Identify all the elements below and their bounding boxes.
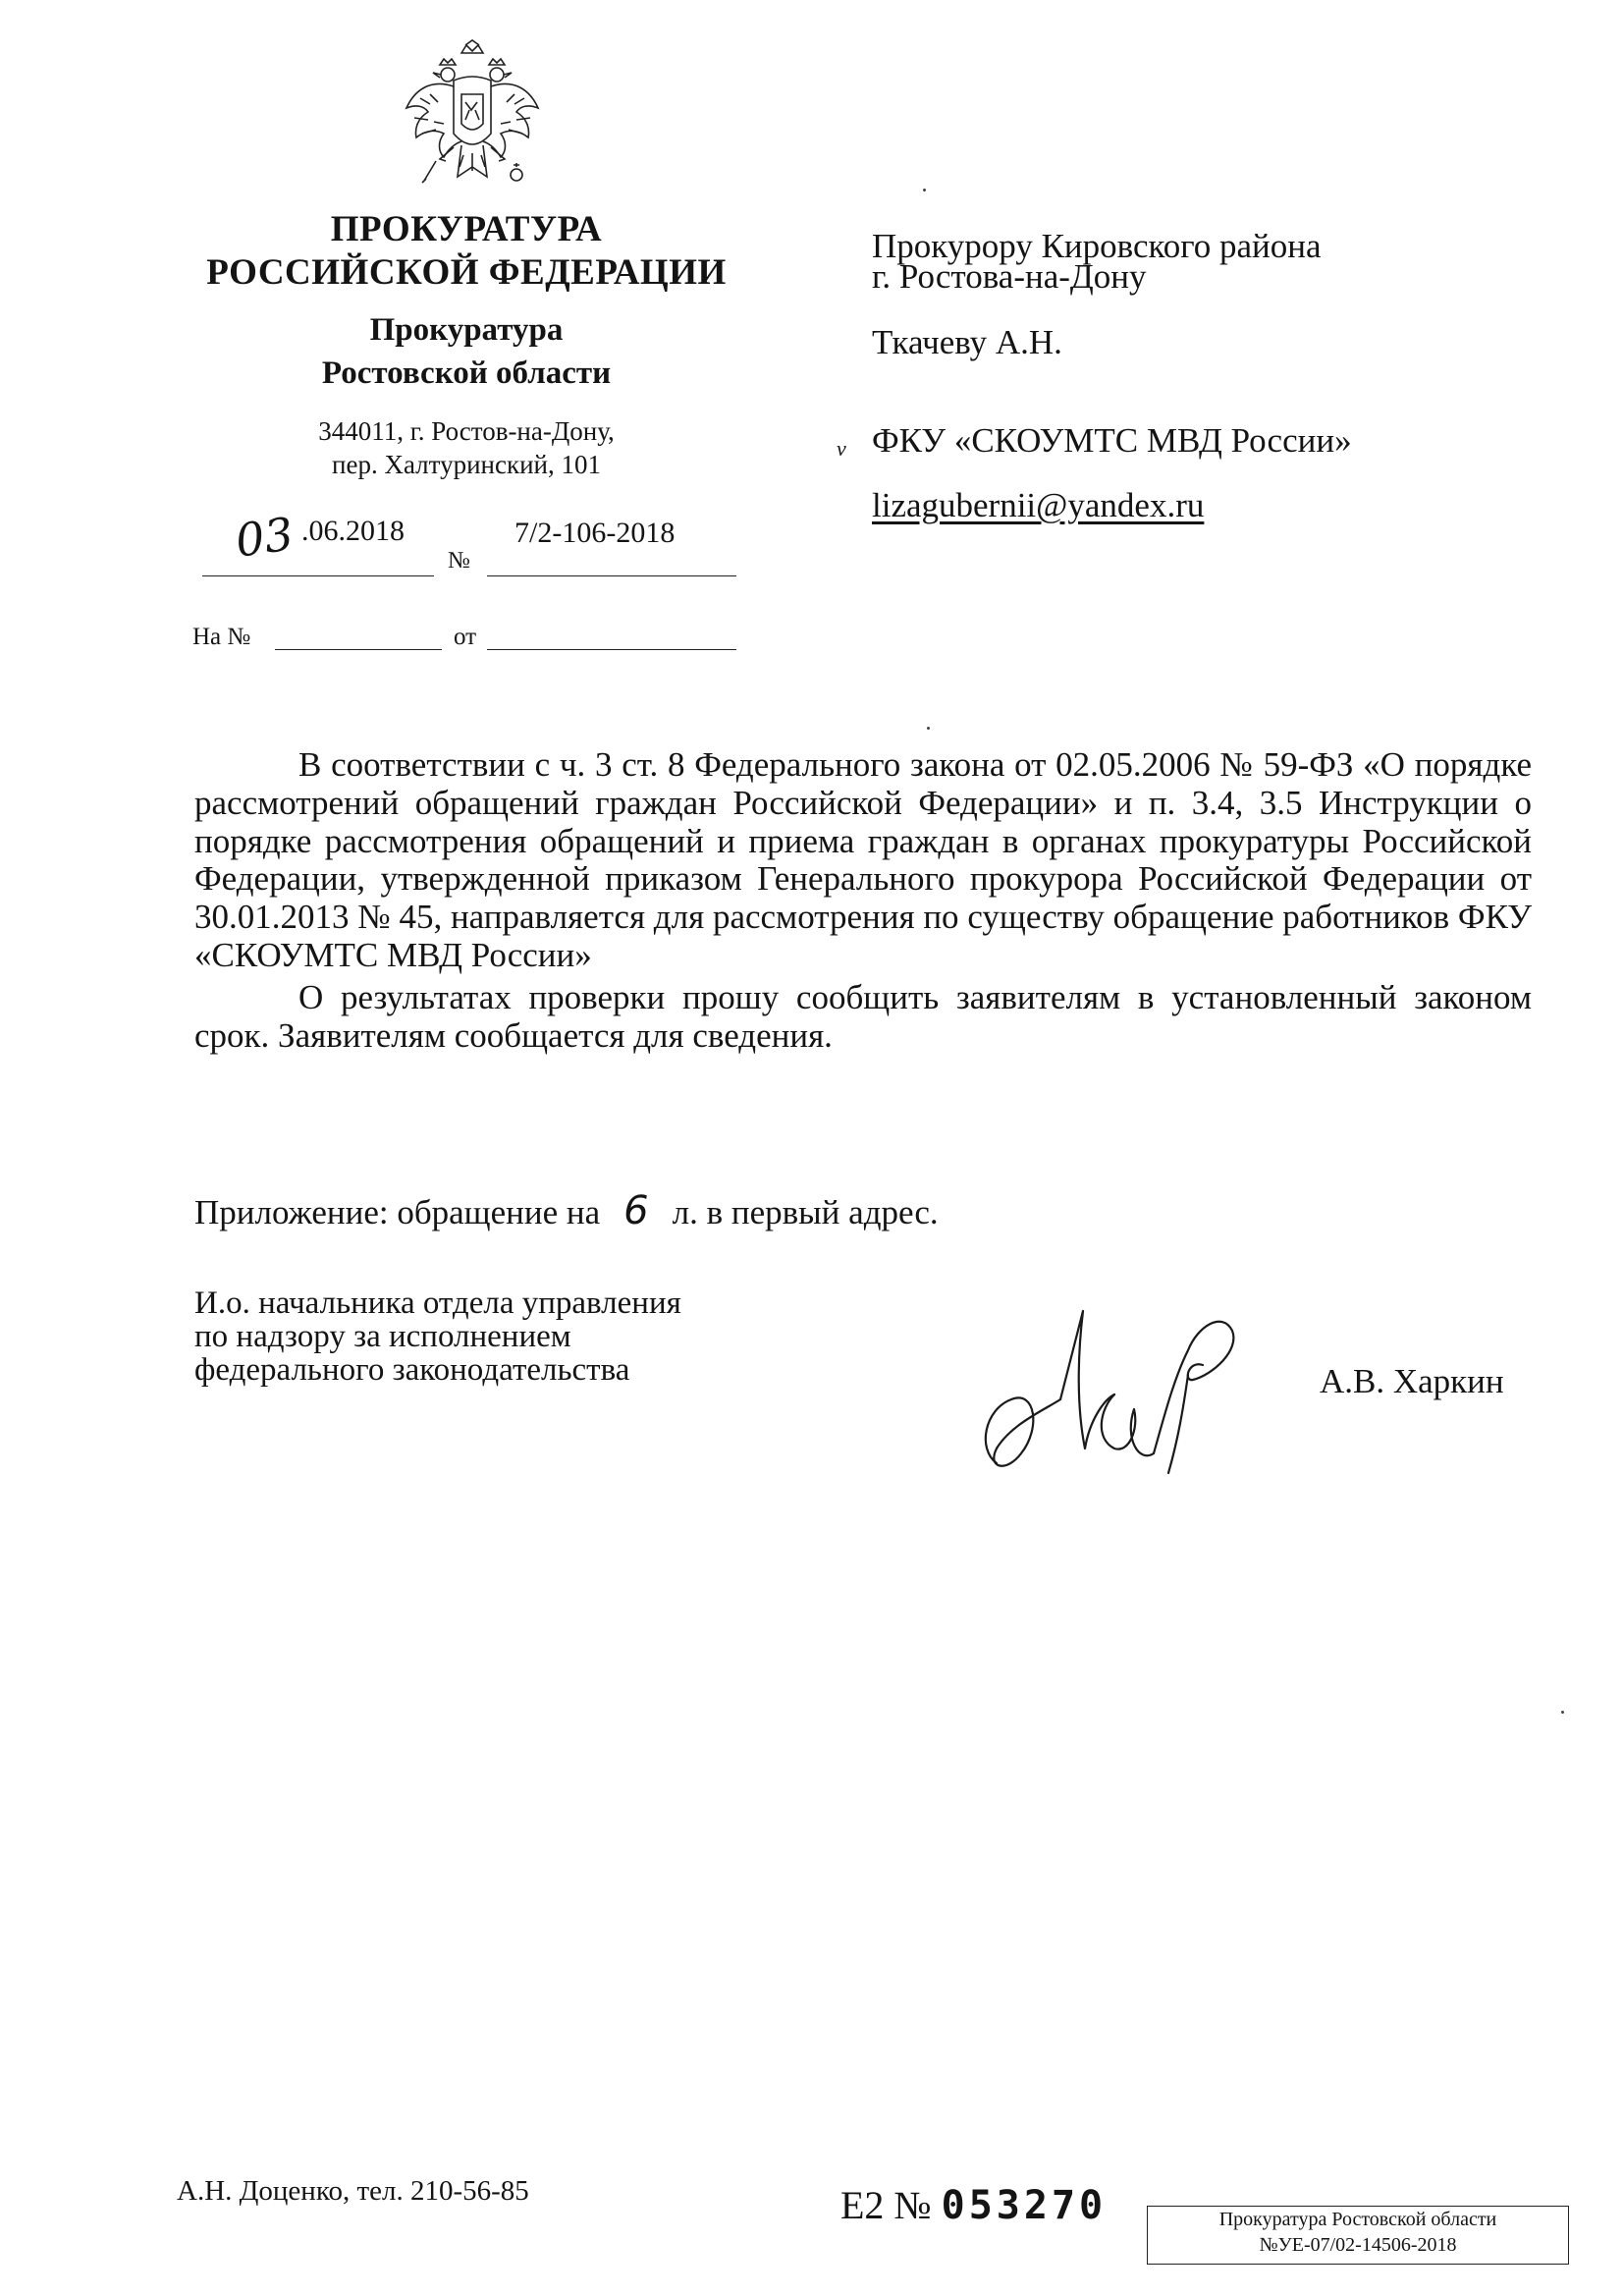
scan-speck [1561,1711,1564,1714]
body-paragraph-2: О результатах проверки прошу сообщить заявителям в установленный законом срок. Заявителям сообщается для сведения. [194,977,1532,1055]
handwritten-signature-icon [967,1291,1281,1488]
appendix-suffix: л. в первый адрес. [672,1193,939,1231]
date-underline [202,575,434,576]
address-line1: 344011, г. Ростов-на-Дону, [318,416,615,446]
scan-speck [923,189,926,191]
registration-stamp [1147,2206,1569,2265]
check-mark: v [837,436,846,461]
number-underline [487,575,736,576]
from-label: от [454,624,477,650]
recipient-line3: Ткачеву А.Н. [872,323,1062,361]
reply-to-label: На № [192,624,251,650]
handwritten-day: 03 [232,507,298,568]
number-symbol: № [448,548,470,574]
form-series: Е2 № [840,2183,932,2227]
from-blank [487,649,736,650]
signer-name: А.В. Харкин [1320,1362,1504,1400]
recipient-line2: г. Ростова-на-Дону [872,257,1147,296]
org-name-line2: РОССИЙСКОЙ ФЕДЕРАЦИИ [206,252,727,293]
double-headed-eagle-emblem-icon [401,39,544,196]
form-number [840,2182,1107,2228]
form-digits: 053270 [941,2183,1108,2228]
scan-speck [927,727,930,730]
stamp-line2: №УЕ-07/02-14506-2018 [1259,2234,1457,2256]
executor-contact: А.Н. Доценко, тел. 210-56-85 [177,2175,529,2207]
dept-name-line1: Прокуратура [369,312,564,348]
date-printed: .06.2018 [301,515,405,547]
address-line2: пер. Халтуринский, 101 [332,450,601,479]
position-line1: И.о. начальника отдела управления [194,1285,681,1321]
position-line3: федерального законодательства [194,1352,630,1388]
dept-name-line2: Ростовской области [321,355,612,391]
body-paragraph-1: В соответствии с ч. 3 ст. 8 Федерального закона от 02.05.2006 № 59-ФЗ «О порядке рассмотрений обращений граждан Российской Федерации» и п. 3.4, 3.5 Инструкции о порядке рассмотрения обращений и приема граждан в органах прокуратуры Российской Федерации, утвержденной приказом Генерального прокурора Российской Федерации от 30.01.2013 № 45, направляется для рассмотрения по существу обращение работников ФКУ «СКОУМТС МВД России» [194,745,1532,974]
position-line2: по надзору за исполнением [194,1319,571,1354]
recipient-line1: Прокурору Кировского района [872,227,1322,265]
recipient-line4: ФКУ «СКОУМТС МВД России» [872,421,1352,460]
reply-to-blank [275,649,442,650]
org-name-line1: ПРОКУРАТУРА [330,209,603,249]
appendix-prefix: Приложение: обращение на [194,1193,601,1231]
signatory-position [194,1286,681,1387]
appendix-pages-handwritten: 6 [623,1188,649,1233]
stamp-line1: Прокуратура Ростовской области [1218,2209,1497,2230]
recipient-email: lizagubernii@yandex.ru [872,486,1205,524]
letter-body [194,746,1532,1055]
appendix-line [194,1188,939,1233]
outgoing-number: 7/2-106-2018 [514,517,676,549]
